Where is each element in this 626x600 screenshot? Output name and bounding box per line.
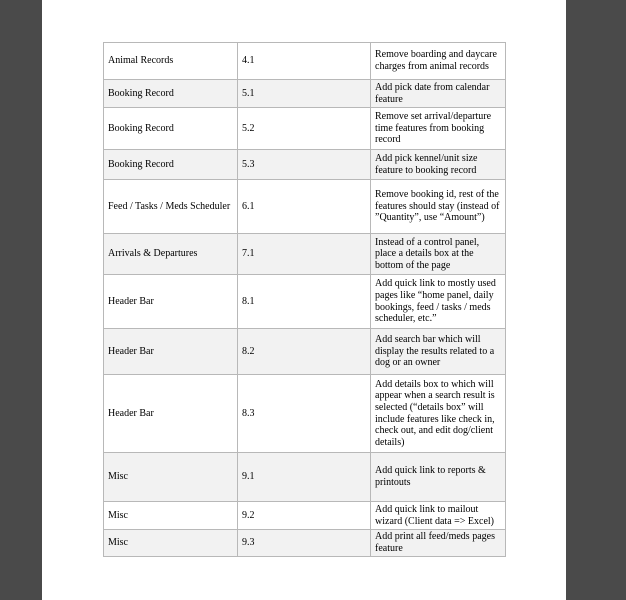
id-cell: 5.1 — [238, 80, 371, 108]
requirements-table — [103, 42, 506, 557]
id-cell: 9.2 — [238, 502, 371, 530]
description-cell: Add pick kennel/unit size feature to booking record — [371, 150, 506, 180]
section-cell: Misc — [104, 453, 238, 502]
description-cell: Remove boarding and daycare charges from animal records — [371, 43, 506, 80]
document-page — [42, 0, 566, 600]
table-row — [104, 530, 506, 557]
section-cell: Booking Record — [104, 150, 238, 180]
section-cell: Header Bar — [104, 275, 238, 329]
description-cell: Add quick link to mostly used pages like “home panel, daily bookings, feed / tasks / meds scheduler, etc.” — [371, 275, 506, 329]
id-cell: 9.1 — [238, 453, 371, 502]
id-cell: 9.3 — [238, 530, 371, 557]
table-row — [104, 43, 506, 80]
table-row — [104, 80, 506, 108]
description-cell: Add pick date from calendar feature — [371, 80, 506, 108]
description-cell: Add quick link to reports & printouts — [371, 453, 506, 502]
description-cell: Add print all feed/meds pages feature — [371, 530, 506, 557]
table-row — [104, 275, 506, 329]
section-cell: Animal Records — [104, 43, 238, 80]
section-cell: Misc — [104, 530, 238, 557]
section-cell: Header Bar — [104, 375, 238, 453]
table-row — [104, 329, 506, 375]
description-cell: Remove booking id, rest of the features should stay (instead of ”Quantity”, use “Amount”) — [371, 180, 506, 234]
section-cell: Arrivals & Departures — [104, 234, 238, 275]
section-cell: Feed / Tasks / Meds Scheduler — [104, 180, 238, 234]
description-cell: Instead of a control panel, place a details box at the bottom of the page — [371, 234, 506, 275]
description-cell: Add search bar which will display the results related to a dog or an owner — [371, 329, 506, 375]
id-cell: 6.1 — [238, 180, 371, 234]
table-row — [104, 234, 506, 275]
section-cell: Header Bar — [104, 329, 238, 375]
id-cell: 8.3 — [238, 375, 371, 453]
table-row — [104, 375, 506, 453]
table-row — [104, 453, 506, 502]
table-row — [104, 108, 506, 150]
id-cell: 4.1 — [238, 43, 371, 80]
description-cell: Add quick link to mailout wizard (Client data => Excel) — [371, 502, 506, 530]
description-cell: Remove set arrival/departure time features from booking record — [371, 108, 506, 150]
table-row — [104, 150, 506, 180]
section-cell: Booking Record — [104, 80, 238, 108]
table-row — [104, 502, 506, 530]
table-row — [104, 180, 506, 234]
id-cell: 5.3 — [238, 150, 371, 180]
id-cell: 8.1 — [238, 275, 371, 329]
id-cell: 5.2 — [238, 108, 371, 150]
id-cell: 8.2 — [238, 329, 371, 375]
description-cell: Add details box to which will appear when a search result is selected (“details box” will include features like check in, check out, and edit dog/client details) — [371, 375, 506, 453]
section-cell: Booking Record — [104, 108, 238, 150]
section-cell: Misc — [104, 502, 238, 530]
id-cell: 7.1 — [238, 234, 371, 275]
